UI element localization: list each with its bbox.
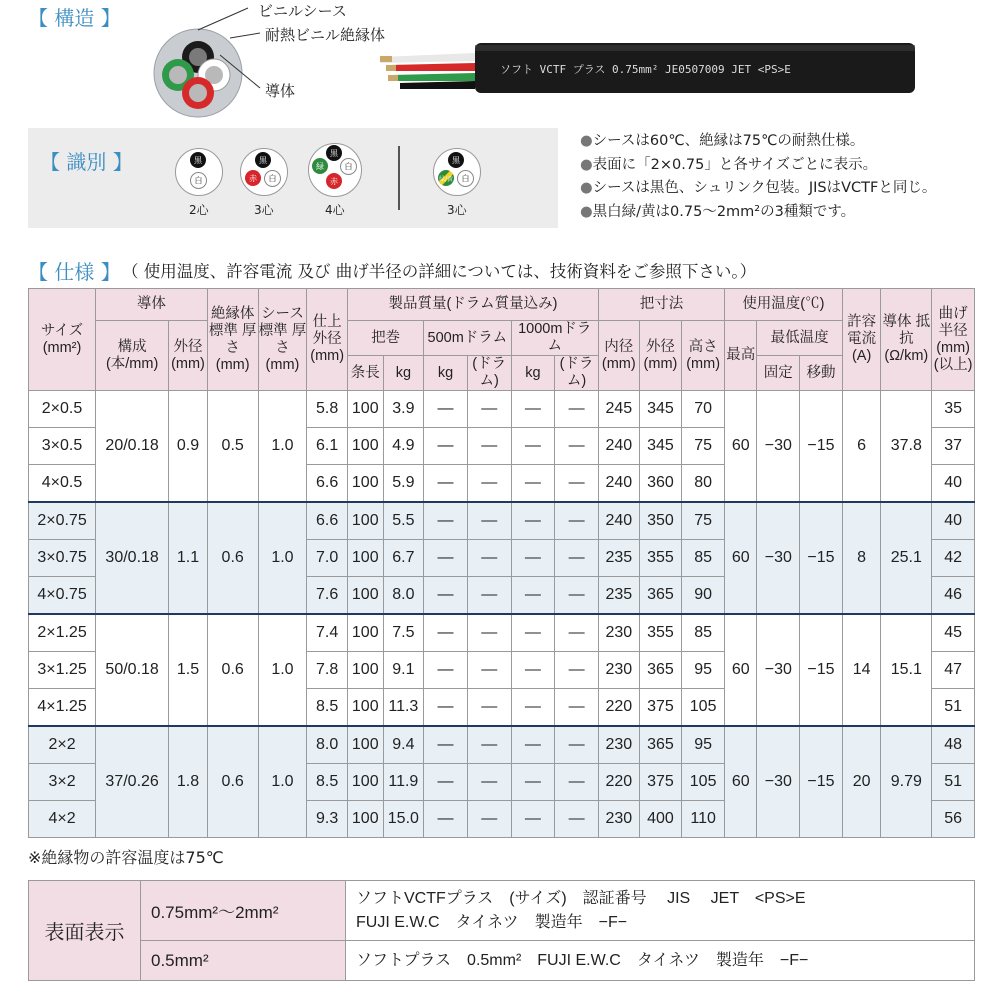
cell-size: 4×0.75	[29, 577, 96, 615]
core-count: 3心	[254, 203, 274, 217]
cell-height: 75	[682, 502, 725, 540]
cell-drum500-drum: —	[467, 428, 511, 465]
cell-drum500-drum: —	[467, 764, 511, 801]
cell-bend-radius: 40	[932, 502, 975, 540]
surface-display-table	[28, 880, 975, 981]
cell-size: 2×1.25	[29, 614, 96, 652]
cell-size: 2×0.5	[29, 391, 96, 428]
cell-height: 75	[682, 428, 725, 465]
core-green: 緑	[312, 158, 328, 174]
label-insulation: 耐熱ビニル絶縁体	[265, 26, 386, 44]
cell-drum1000-kg: —	[511, 801, 555, 838]
cell-length: 100	[347, 502, 383, 540]
cell-drum500-kg: —	[424, 502, 468, 540]
cell-current: 6	[842, 391, 881, 503]
cell-length: 100	[347, 652, 383, 689]
cell-drum500-kg: —	[424, 652, 468, 689]
cell-inner: 240	[598, 465, 639, 503]
cell-length: 100	[347, 689, 383, 727]
cell-drum500-drum: —	[467, 726, 511, 764]
cell-fixed: −30	[757, 391, 800, 503]
display-text-line: FUJI E.W.C タイネツ 製造年 −F−	[356, 913, 628, 931]
cell-length: 100	[347, 465, 383, 503]
core-black: 黒	[190, 152, 206, 168]
cell-drum1000-drum: —	[555, 540, 599, 577]
cell-bend-radius: 35	[932, 391, 975, 428]
header-dims: 把寸法	[598, 289, 724, 321]
display-range: 0.5mm²	[141, 941, 346, 981]
cell-drum1000-kg: —	[511, 465, 555, 503]
cell-insulation-thickness: 0.5	[207, 391, 258, 503]
cell-sheath-thickness: 1.0	[258, 614, 307, 726]
cell-outer: 365	[639, 652, 682, 689]
cell-inner: 240	[598, 428, 639, 465]
core-white: 白	[340, 158, 357, 175]
divider	[398, 146, 400, 210]
cell-resistance: 37.8	[881, 391, 932, 503]
header-fixed: 固定	[757, 356, 800, 391]
cell-drum500-drum: —	[467, 540, 511, 577]
cell-current: 8	[842, 502, 881, 614]
cell-height: 95	[682, 652, 725, 689]
spec-table-body	[29, 391, 975, 838]
cell-resistance: 25.1	[881, 502, 932, 614]
cell-length: 100	[347, 391, 383, 428]
header-current: 許容 電流 (A)	[842, 289, 881, 391]
cell-height: 105	[682, 689, 725, 727]
cell-drum500-drum: —	[467, 689, 511, 727]
cell-inner: 220	[598, 689, 639, 727]
cell-drum1000-kg: —	[511, 428, 555, 465]
header-drum1000-drum: (ドラム)	[555, 356, 599, 391]
cell-moving: −15	[800, 726, 843, 838]
cell-insulation-thickness: 0.6	[207, 614, 258, 726]
cell-drum500-kg: —	[424, 391, 468, 428]
cell-drum1000-drum: —	[555, 764, 599, 801]
display-text-line: ソフトVCTFプラス (サイズ) 認証番号 JIS JET <PS>E	[356, 889, 806, 907]
feature-notes	[580, 130, 936, 224]
cell-drum500-drum: —	[467, 391, 511, 428]
core-white: 白	[190, 172, 207, 189]
cell-drum1000-drum: —	[555, 726, 599, 764]
cell-max-temp: 60	[724, 391, 757, 503]
header-max-temp: 最高	[724, 321, 757, 391]
cell-length: 100	[347, 614, 383, 652]
cell-finish-od: 6.1	[307, 428, 348, 465]
cell-drum1000-drum: —	[555, 801, 599, 838]
header-coil: 把巻	[347, 321, 423, 356]
header-coil-kg: kg	[383, 356, 424, 391]
cell-inner: 235	[598, 540, 639, 577]
cell-outer: 360	[639, 465, 682, 503]
cell-height: 95	[682, 726, 725, 764]
cell-insulation-thickness: 0.6	[207, 502, 258, 614]
note-item: ●シースは60℃、絶縁は75℃の耐熱仕様。	[580, 133, 865, 149]
cell-size: 3×0.75	[29, 540, 96, 577]
cable-print-text: ソフト VCTF プラス 0.75mm² JE0507009 JET <PS>E	[500, 63, 791, 76]
cell-drum1000-kg: —	[511, 764, 555, 801]
cell-length: 100	[347, 801, 383, 838]
cell-drum500-drum: —	[467, 465, 511, 503]
cell-inner: 220	[598, 764, 639, 801]
cell-finish-od: 8.0	[307, 726, 348, 764]
cell-outer: 345	[639, 428, 682, 465]
cell-drum500-kg: —	[424, 614, 468, 652]
cell-outer: 365	[639, 577, 682, 615]
table-row	[29, 726, 975, 764]
cell-length: 100	[347, 540, 383, 577]
cell-current: 20	[842, 726, 881, 838]
cell-inner: 245	[598, 391, 639, 428]
table-row	[29, 391, 975, 428]
cell-size: 4×2	[29, 801, 96, 838]
header-conductor-od: 外径 (mm)	[169, 321, 208, 391]
cell-drum500-drum: —	[467, 801, 511, 838]
cell-drum500-drum: —	[467, 652, 511, 689]
cell-sheath-thickness: 1.0	[258, 726, 307, 838]
cell-moving: −15	[800, 614, 843, 726]
cell-finish-od: 7.4	[307, 614, 348, 652]
cell-max-temp: 60	[724, 502, 757, 614]
cell-height: 70	[682, 391, 725, 428]
cell-outer: 355	[639, 540, 682, 577]
cell-sheath-thickness: 1.0	[258, 502, 307, 614]
id-item-2core	[175, 148, 225, 218]
cell-resistance: 15.1	[881, 614, 932, 726]
cell-size: 3×0.5	[29, 428, 96, 465]
cell-drum500-kg: —	[424, 577, 468, 615]
cell-drum500-kg: —	[424, 465, 468, 503]
cell-bend-radius: 42	[932, 540, 975, 577]
cell-outer: 345	[639, 391, 682, 428]
cell-sheath-thickness: 1.0	[258, 391, 307, 503]
cell-fixed: −30	[757, 614, 800, 726]
cell-drum500-drum: —	[467, 614, 511, 652]
cell-coil-kg: 5.5	[383, 502, 424, 540]
cell-bend-radius: 56	[932, 801, 975, 838]
core-black: 黒	[326, 145, 342, 161]
cell-coil-kg: 15.0	[383, 801, 424, 838]
cell-inner: 230	[598, 614, 639, 652]
cell-drum500-kg: —	[424, 801, 468, 838]
cable-side-view-image	[380, 35, 915, 100]
cell-height: 105	[682, 764, 725, 801]
cell-composition: 50/0.18	[96, 614, 169, 726]
cell-coil-kg: 4.9	[383, 428, 424, 465]
cell-drum1000-drum: —	[555, 502, 599, 540]
cell-drum1000-drum: —	[555, 652, 599, 689]
header-insulation-thickness: 絶縁体 標準 厚さ (mm)	[207, 289, 258, 391]
header-drum1000: 1000mドラム	[511, 321, 598, 356]
note-item: ●黒白緑/黄は0.75～2mm²の3種類です。	[580, 203, 856, 220]
core-black: 黒	[448, 152, 464, 168]
spec-footnote: ※絶縁物の許容温度は75℃	[28, 848, 224, 867]
core-black: 黒	[255, 152, 271, 168]
header-sheath-thickness: シース 標準 厚さ (mm)	[258, 289, 307, 391]
cell-drum500-kg: —	[424, 689, 468, 727]
cell-drum1000-kg: —	[511, 689, 555, 727]
cell-length: 100	[347, 577, 383, 615]
cell-drum1000-kg: —	[511, 502, 555, 540]
id-item-3core	[240, 148, 290, 218]
cell-bend-radius: 37	[932, 428, 975, 465]
label-sheath: ビニルシース	[258, 2, 347, 20]
cell-moving: −15	[800, 502, 843, 614]
cell-composition: 37/0.26	[96, 726, 169, 838]
cell-finish-od: 7.0	[307, 540, 348, 577]
cell-height: 85	[682, 540, 725, 577]
cell-fixed: −30	[757, 726, 800, 838]
cell-size: 3×1.25	[29, 652, 96, 689]
cell-moving: −15	[800, 391, 843, 503]
cell-bend-radius: 46	[932, 577, 975, 615]
cell-inner: 230	[598, 801, 639, 838]
core-count: 4心	[325, 203, 345, 217]
cell-outer: 350	[639, 502, 682, 540]
structure-title: 【 構造 】	[28, 6, 121, 30]
surface-display-label: 表面表示	[29, 881, 141, 981]
cell-finish-od: 6.6	[307, 465, 348, 503]
cell-drum1000-drum: —	[555, 689, 599, 727]
header-composition: 構成 (本/mm)	[96, 321, 169, 391]
cell-coil-kg: 5.9	[383, 465, 424, 503]
core-white: 白	[264, 170, 281, 187]
cell-bend-radius: 51	[932, 764, 975, 801]
cell-coil-kg: 11.9	[383, 764, 424, 801]
cell-bend-radius: 47	[932, 652, 975, 689]
header-resistance: 導体 抵抗 (Ω/km)	[881, 289, 932, 391]
cell-composition: 20/0.18	[96, 391, 169, 503]
cell-outer: 365	[639, 726, 682, 764]
id-item-4core	[308, 143, 364, 218]
cell-size: 4×1.25	[29, 689, 96, 727]
note-item: ●シースは黒色、シュリンク包装。JISはVCTFと同じ。	[580, 180, 937, 196]
table-row	[29, 502, 975, 540]
cell-height: 80	[682, 465, 725, 503]
cell-drum1000-drum: —	[555, 614, 599, 652]
core-red: 赤	[326, 173, 342, 189]
header-moving: 移動	[800, 356, 843, 391]
cell-drum1000-kg: —	[511, 577, 555, 615]
spec-subtitle: （ 使用温度、許容電流 及び 曲げ半径の詳細については、技術資料をご参照下さい。）	[122, 262, 757, 281]
header-temp: 使用温度(℃)	[724, 289, 842, 321]
cell-drum1000-kg: —	[511, 391, 555, 428]
id-item-3core-gy	[433, 148, 483, 218]
cell-coil-kg: 9.1	[383, 652, 424, 689]
cell-inner: 240	[598, 502, 639, 540]
cell-outer: 355	[639, 614, 682, 652]
cell-drum500-kg: —	[424, 540, 468, 577]
cell-drum500-drum: —	[467, 502, 511, 540]
cell-height: 110	[682, 801, 725, 838]
cell-bend-radius: 48	[932, 726, 975, 764]
cell-drum1000-drum: —	[555, 577, 599, 615]
cell-composition: 30/0.18	[96, 502, 169, 614]
cell-outer: 375	[639, 764, 682, 801]
cell-outer: 375	[639, 689, 682, 727]
table-row	[29, 614, 975, 652]
header-conductor: 導体	[96, 289, 208, 321]
cell-size: 3×2	[29, 764, 96, 801]
cell-height: 90	[682, 577, 725, 615]
cell-finish-od: 8.5	[307, 689, 348, 727]
cell-finish-od: 9.3	[307, 801, 348, 838]
cell-coil-kg: 11.3	[383, 689, 424, 727]
header-drum1000-kg: kg	[511, 356, 555, 391]
core-green-yellow: 緑/黄	[438, 170, 454, 186]
cell-bend-radius: 51	[932, 689, 975, 727]
header-finish-od: 仕上 外径 (mm)	[307, 289, 348, 391]
core-red: 赤	[245, 170, 261, 186]
spec-table	[28, 288, 975, 838]
core-white: 白	[457, 170, 474, 187]
cell-height: 85	[682, 614, 725, 652]
cell-conductor-od: 0.9	[169, 391, 208, 503]
cell-size: 2×2	[29, 726, 96, 764]
cell-drum500-kg: —	[424, 726, 468, 764]
display-text	[346, 881, 975, 941]
header-length: 条長	[347, 356, 383, 391]
cell-length: 100	[347, 428, 383, 465]
spec-title: 【 仕様 】	[28, 260, 121, 284]
cell-length: 100	[347, 764, 383, 801]
cell-current: 14	[842, 614, 881, 726]
cell-finish-od: 7.8	[307, 652, 348, 689]
cell-coil-kg: 3.9	[383, 391, 424, 428]
cell-drum1000-drum: —	[555, 428, 599, 465]
cell-drum1000-kg: —	[511, 614, 555, 652]
display-text: ソフトプラス 0.5mm² FUJI E.W.C タイネツ 製造年 −F−	[346, 941, 975, 981]
header-bend-radius: 曲げ 半径 (mm) (以上)	[932, 289, 975, 391]
core-count: 3心	[447, 203, 467, 217]
cell-size: 4×0.5	[29, 465, 96, 503]
cell-drum1000-kg: —	[511, 726, 555, 764]
header-drum500: 500mドラム	[424, 321, 511, 356]
cell-finish-od: 7.6	[307, 577, 348, 615]
cell-coil-kg: 6.7	[383, 540, 424, 577]
display-range: 0.75mm²～2mm²	[141, 881, 346, 941]
cell-drum1000-kg: —	[511, 652, 555, 689]
header-min-temp: 最低温度	[757, 321, 842, 356]
cell-drum500-kg: —	[424, 764, 468, 801]
identification-title: 【 識別 】	[40, 150, 133, 174]
cell-inner: 235	[598, 577, 639, 615]
cell-bend-radius: 45	[932, 614, 975, 652]
note-item: ●表面に「2×0.75」と各サイズごとに表示。	[580, 156, 878, 173]
label-conductor: 導体	[265, 82, 296, 100]
cell-conductor-od: 1.5	[169, 614, 208, 726]
cell-drum500-kg: —	[424, 428, 468, 465]
header-drum500-drum: (ドラム)	[467, 356, 511, 391]
cell-drum1000-drum: —	[555, 391, 599, 428]
cell-max-temp: 60	[724, 614, 757, 726]
cell-fixed: −30	[757, 502, 800, 614]
cell-outer: 400	[639, 801, 682, 838]
cell-conductor-od: 1.8	[169, 726, 208, 838]
header-mass: 製品質量(ドラム質量込み)	[347, 289, 598, 321]
header-outer: 外径 (mm)	[639, 321, 682, 391]
cell-drum1000-drum: —	[555, 465, 599, 503]
cell-coil-kg: 7.5	[383, 614, 424, 652]
cell-resistance: 9.79	[881, 726, 932, 838]
core-count: 2心	[189, 203, 209, 217]
cell-max-temp: 60	[724, 726, 757, 838]
header-drum500-kg: kg	[424, 356, 468, 391]
cell-insulation-thickness: 0.6	[207, 726, 258, 838]
cell-size: 2×0.75	[29, 502, 96, 540]
cell-finish-od: 5.8	[307, 391, 348, 428]
cell-length: 100	[347, 726, 383, 764]
header-height: 高さ (mm)	[682, 321, 725, 391]
cell-finish-od: 8.5	[307, 764, 348, 801]
cell-inner: 230	[598, 726, 639, 764]
header-inner: 内径 (mm)	[598, 321, 639, 391]
cell-drum500-drum: —	[467, 577, 511, 615]
cell-drum1000-kg: —	[511, 540, 555, 577]
cell-inner: 230	[598, 652, 639, 689]
cell-finish-od: 6.6	[307, 502, 348, 540]
cell-conductor-od: 1.1	[169, 502, 208, 614]
cell-coil-kg: 8.0	[383, 577, 424, 615]
cell-coil-kg: 9.4	[383, 726, 424, 764]
cell-bend-radius: 40	[932, 465, 975, 503]
spec-table-header	[29, 289, 975, 391]
header-size: サイズ (mm²)	[29, 289, 96, 391]
